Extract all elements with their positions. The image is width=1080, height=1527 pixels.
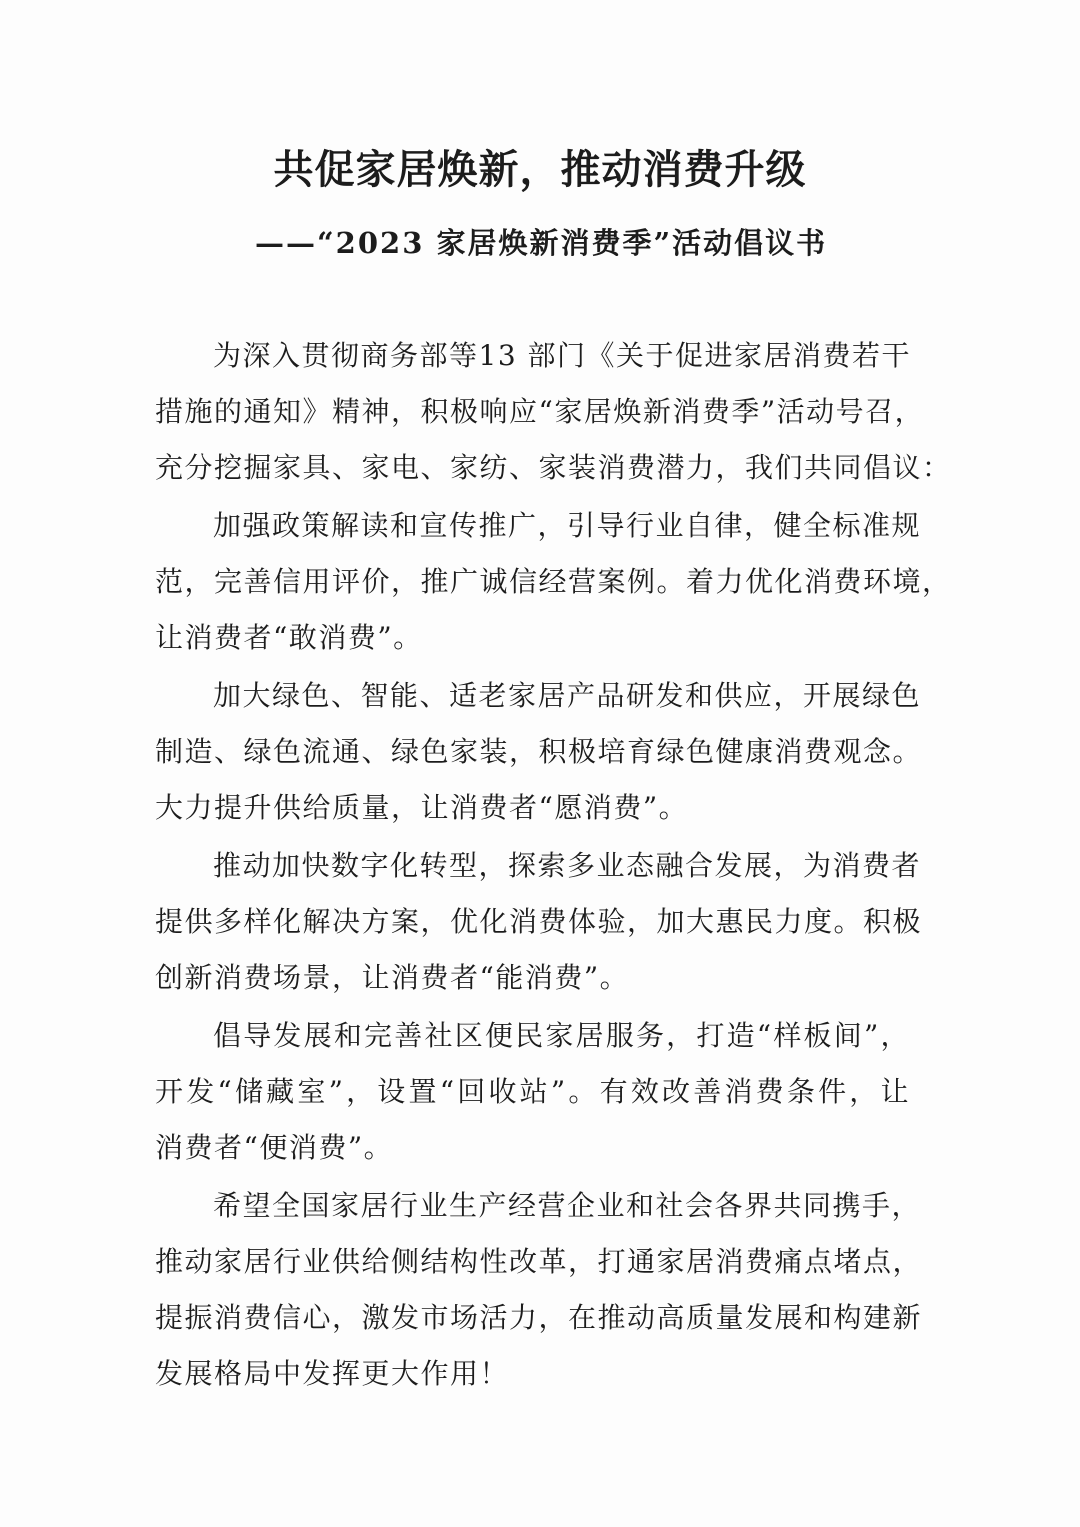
paragraph	[155, 1008, 910, 1176]
text-line: 创新消费场景，让消费者“能消费”。	[155, 961, 630, 994]
text-line: 加强政策解读和宣传推广，引导行业自律，健全标准规	[213, 509, 922, 542]
text-line: 希望全国家居行业生产经营企业和社会各界共同携手，	[213, 1189, 922, 1222]
text-line: 发展格局中发挥更大作用！	[155, 1357, 510, 1390]
document-subtitle: ——“2023 家居焕新消费季”活动倡议书	[255, 226, 828, 260]
text-line: 推动加快数字化转型，探索多业态融合发展，为消费者	[213, 849, 922, 882]
text-line: 大力提升供给质量，让消费者“愿消费”。	[155, 791, 689, 824]
text-line: 推动家居行业供给侧结构性改革，打通家居消费痛点堵点，	[155, 1245, 923, 1278]
paragraph	[155, 838, 923, 1006]
paragraph	[155, 328, 952, 496]
text-line: 制造、绿色流通、绿色家装，积极培育绿色健康消费观念。	[155, 735, 923, 768]
text-line: 提供多样化解决方案，优化消费体验，加大惠民力度。积极	[155, 905, 923, 938]
text-line: 加大绿色、智能、适老家居产品研发和供应，开展绿色	[213, 679, 922, 712]
text-line: 提振消费信心，激发市场活力，在推动高质量发展和构建新	[155, 1301, 923, 1334]
paragraph	[155, 498, 952, 666]
text-line: 范，完善信用评价，推广诚信经营案例。着力优化消费环境，	[155, 565, 952, 598]
paragraph	[155, 1178, 923, 1402]
text-line: 为深入贯彻商务部等13 部门《关于促进家居消费若干	[213, 339, 912, 372]
text-line: 让消费者“敢消费”。	[155, 621, 423, 654]
document-title: 共促家居焕新，推动消费升级	[273, 146, 807, 193]
text-line: 开发“储藏室”，设置“回收站”。有效改善消费条件，让	[155, 1075, 910, 1108]
text-line: 消费者“便消费”。	[155, 1131, 394, 1164]
text-line: 倡导发展和完善社区便民家居服务，打造“样板间”，	[213, 1019, 910, 1052]
document-body	[155, 328, 952, 1402]
paragraph	[155, 668, 923, 836]
text-line: 措施的通知》精神，积极响应“家居焕新消费季”活动号召，	[155, 395, 925, 428]
text-line: 充分挖掘家具、家电、家纺、家装消费潜力，我们共同倡议：	[155, 451, 952, 484]
